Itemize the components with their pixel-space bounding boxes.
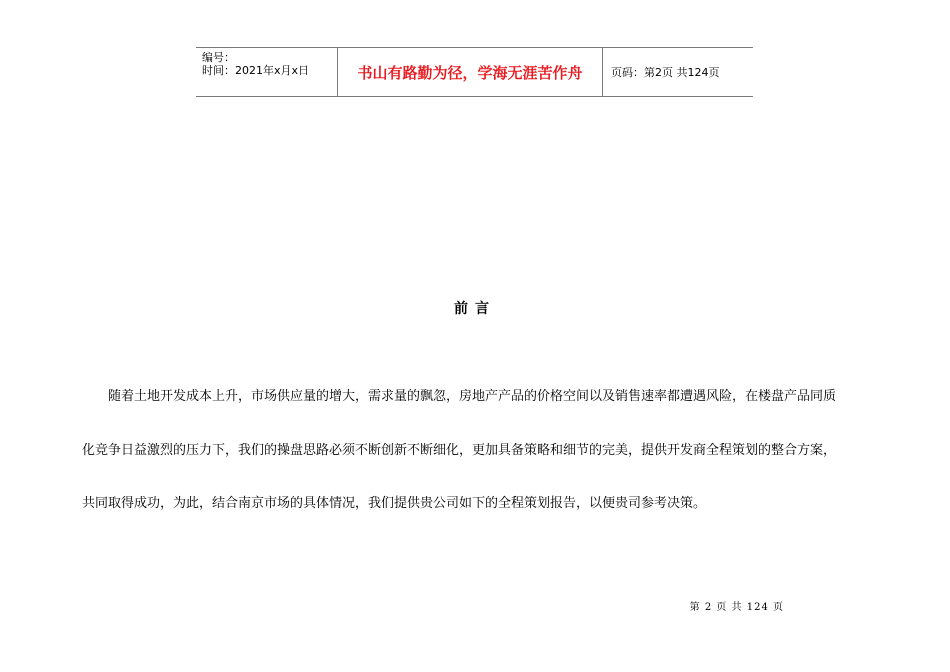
document-number-label: 编号： <box>202 51 235 64</box>
paragraph-line: 化竞争日益激烈的压力下，我们的操盘思路必须不断创新不断细化，更加具备策略和细节的完美，提供开发商全程策划的整合方案， <box>82 443 837 458</box>
document-date-label: 时间：2021年x月x日 <box>202 64 310 77</box>
paragraph-line: 共同取得成功，为此，结合南京市场的具体情况，我们提供贵公司如下的全程策划报告，以便贵司参考决策。 <box>82 496 707 511</box>
header-meta-cell <box>196 48 338 96</box>
header-motto-cell <box>338 48 603 96</box>
header-page-code: 页码：第2页 共124页 <box>611 66 720 79</box>
page-footer: 第 2 页 共 124 页 <box>689 602 784 613</box>
paragraph-line: 随着土地开发成本上升，市场供应量的增大，需求量的飘忽，房地产产品的价格空间以及销售速率都遭遇风险，在楼盘产品同质 <box>108 389 837 404</box>
header-page-cell <box>603 48 753 96</box>
document-title: 前言 <box>454 301 496 317</box>
header-motto: 书山有路勤为径，学海无涯苦作舟 <box>357 64 583 82</box>
page-header <box>196 47 753 97</box>
